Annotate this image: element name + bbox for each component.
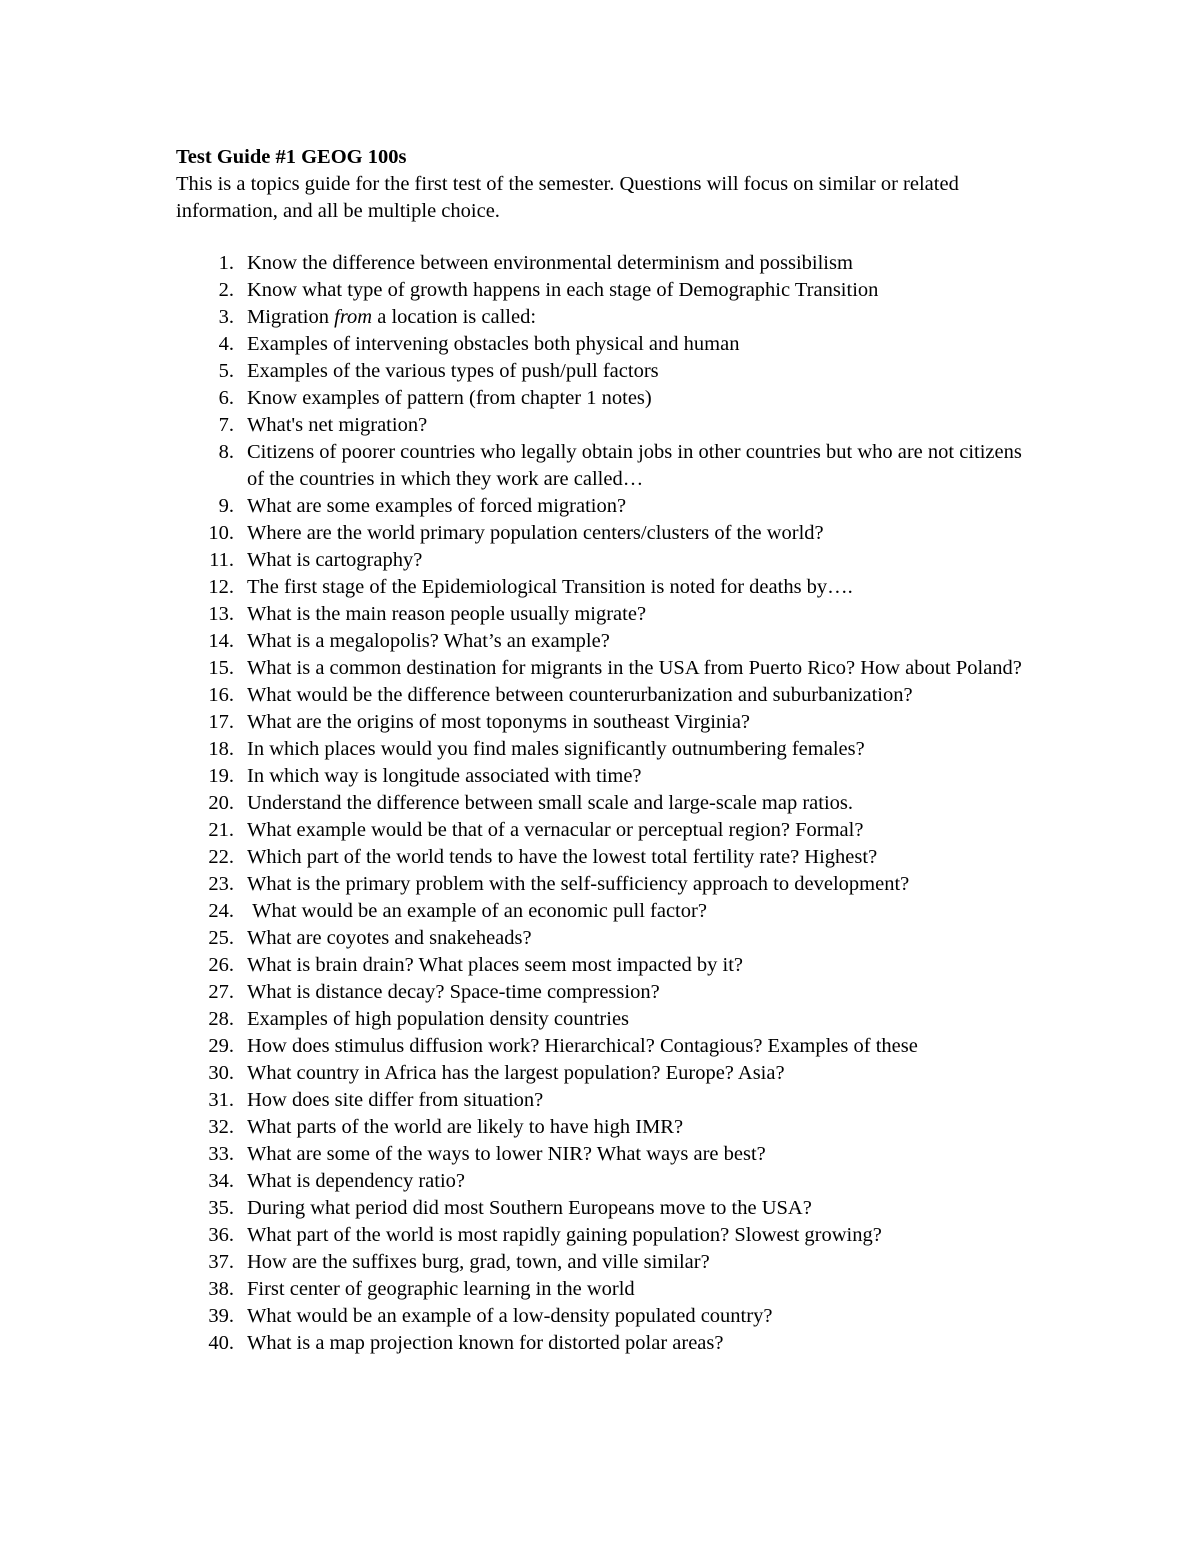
- question-item: [176, 547, 1036, 574]
- question-item: [176, 277, 1036, 304]
- question-text: How does site differ from situation?: [247, 1089, 544, 1111]
- question-text: Examples of high population density countries: [247, 1008, 630, 1030]
- question-number: 16.: [208, 684, 234, 706]
- question-text: What country in Africa has the largest population? Europe? Asia?: [247, 1062, 785, 1084]
- question-number: 30.: [208, 1062, 234, 1084]
- question-text: Know examples of pattern (from chapter 1 notes): [247, 387, 652, 409]
- question-text: What are the origins of most toponyms in southeast Virginia?: [247, 711, 751, 733]
- question-text: What would be an example of an economic pull factor?: [247, 900, 707, 922]
- question-item: [176, 1222, 1036, 1249]
- question-text: What is distance decay? Space-time compression?: [247, 981, 660, 1003]
- question-item: [176, 1330, 1036, 1357]
- question-text: How are the suffixes burg, grad, town, and ville similar?: [247, 1251, 710, 1273]
- question-item: [176, 304, 1036, 331]
- question-number: 9.: [218, 495, 234, 517]
- question-text: What are coyotes and snakeheads?: [247, 927, 532, 949]
- question-number: 3.: [218, 306, 234, 328]
- question-number: 4.: [218, 333, 234, 355]
- question-text: Where are the world primary population centers/clusters of the world?: [247, 522, 824, 544]
- question-text: What's net migration?: [247, 414, 428, 436]
- question-item: [176, 574, 1036, 601]
- question-number: 23.: [208, 873, 234, 895]
- question-text: Examples of intervening obstacles both physical and human: [247, 333, 740, 355]
- question-number: 25.: [208, 927, 234, 949]
- question-text: What parts of the world are likely to have high IMR?: [247, 1116, 684, 1138]
- question-item: [176, 439, 1036, 493]
- question-item: [176, 763, 1036, 790]
- question-text: Examples of the various types of push/pull factors: [247, 360, 659, 382]
- question-item: [176, 412, 1036, 439]
- question-number: 7.: [218, 414, 234, 436]
- question-number: 34.: [208, 1170, 234, 1192]
- question-item: [176, 601, 1036, 628]
- question-number: 1.: [218, 252, 234, 274]
- question-text: What is a common destination for migrants in the USA from Puerto Rico? How about Poland?: [247, 657, 1022, 679]
- question-number: 18.: [208, 738, 234, 760]
- question-number: 5.: [218, 360, 234, 382]
- question-item: [176, 736, 1036, 763]
- question-text: Understand the difference between small scale and large-scale map ratios.: [247, 792, 854, 814]
- question-text: Know the difference between environmental determinism and possibilism: [247, 252, 853, 274]
- question-text: What is the main reason people usually migrate?: [247, 603, 647, 625]
- question-number: 40.: [208, 1332, 234, 1354]
- question-item: [176, 250, 1036, 277]
- question-item: [176, 709, 1036, 736]
- question-text: The first stage of the Epidemiological Transition is noted for deaths by….: [247, 576, 853, 598]
- question-item: [176, 1006, 1036, 1033]
- question-text: Which part of the world tends to have the lowest total fertility rate? Highest?: [247, 846, 878, 868]
- question-number: 15.: [208, 657, 234, 679]
- question-number: 12.: [208, 576, 234, 598]
- question-text: What is the primary problem with the self-sufficiency approach to development?: [247, 873, 910, 895]
- question-number: 37.: [208, 1251, 234, 1273]
- document-title: Test Guide #1 GEOG 100s: [176, 146, 407, 168]
- question-item: [176, 979, 1036, 1006]
- question-item: [176, 1276, 1036, 1303]
- question-text: During what period did most Southern Europeans move to the USA?: [247, 1197, 812, 1219]
- document-header: [176, 144, 1036, 225]
- question-item: [176, 493, 1036, 520]
- question-text: What are some examples of forced migration?: [247, 495, 627, 517]
- question-text: First center of geographic learning in the world: [247, 1278, 635, 1300]
- question-item: [176, 358, 1036, 385]
- question-number: 6.: [218, 387, 234, 409]
- question-number: 38.: [208, 1278, 234, 1300]
- question-text: [247, 304, 1036, 331]
- question-item: [176, 1060, 1036, 1087]
- question-item: [176, 385, 1036, 412]
- question-text: What would be the difference between counterurbanization and suburbanization?: [247, 684, 913, 706]
- question-number: 32.: [208, 1116, 234, 1138]
- question-item: [176, 1303, 1036, 1330]
- question-text: What would be an example of a low-density populated country?: [247, 1305, 773, 1327]
- question-text: Know what type of growth happens in each stage of Demographic Transition: [247, 279, 879, 301]
- question-text: What are some of the ways to lower NIR? What ways are best?: [247, 1143, 766, 1165]
- question-text-part: Migration: [247, 306, 335, 328]
- question-number: 17.: [208, 711, 234, 733]
- question-item: [176, 925, 1036, 952]
- question-number: 19.: [208, 765, 234, 787]
- question-item: [176, 520, 1036, 547]
- question-number: 11.: [209, 549, 234, 571]
- question-text: What is a megalopolis? What’s an example?: [247, 630, 610, 652]
- question-item: [176, 1033, 1036, 1060]
- document-intro: This is a topics guide for the first test of the semester. Questions will focus on similar or related information, and all be multiple choice.: [176, 173, 959, 222]
- question-number: 2.: [218, 279, 234, 301]
- question-item: [176, 817, 1036, 844]
- question-number: 29.: [208, 1035, 234, 1057]
- question-number: 39.: [208, 1305, 234, 1327]
- question-text: What is dependency ratio?: [247, 1170, 466, 1192]
- question-text: How does stimulus diffusion work? Hierarchical? Contagious? Examples of these: [247, 1035, 918, 1057]
- question-number: 8.: [218, 441, 234, 463]
- question-number: 35.: [208, 1197, 234, 1219]
- question-item: [176, 1168, 1036, 1195]
- question-item: [176, 1087, 1036, 1114]
- question-number: 33.: [208, 1143, 234, 1165]
- question-item: [176, 331, 1036, 358]
- question-number: 27.: [208, 981, 234, 1003]
- question-item: [176, 655, 1036, 682]
- question-item: [176, 871, 1036, 898]
- question-text: What is cartography?: [247, 549, 423, 571]
- question-text: In which places would you find males significantly outnumbering females?: [247, 738, 865, 760]
- question-number: 36.: [208, 1224, 234, 1246]
- question-text: What part of the world is most rapidly gaining population? Slowest growing?: [247, 1224, 882, 1246]
- question-item: [176, 1114, 1036, 1141]
- question-item: [176, 952, 1036, 979]
- question-item: [176, 898, 1036, 925]
- question-text: What is a map projection known for distorted polar areas?: [247, 1332, 724, 1354]
- question-item: [176, 790, 1036, 817]
- question-number: 10.: [208, 522, 234, 544]
- question-text: What example would be that of a vernacular or perceptual region? Formal?: [247, 819, 864, 841]
- question-number: 28.: [208, 1008, 234, 1030]
- question-number: 26.: [208, 954, 234, 976]
- question-number: 21.: [208, 819, 234, 841]
- question-text: What is brain drain? What places seem most impacted by it?: [247, 954, 744, 976]
- question-text: In which way is longitude associated with time?: [247, 765, 642, 787]
- question-number: 20.: [208, 792, 234, 814]
- question-item: [176, 844, 1036, 871]
- question-item: [176, 1195, 1036, 1222]
- question-list: [176, 250, 1036, 1357]
- question-item: [176, 1141, 1036, 1168]
- question-number: 24.: [208, 900, 234, 922]
- question-item: [176, 628, 1036, 655]
- question-item: [176, 682, 1036, 709]
- question-number: 31.: [208, 1089, 234, 1111]
- question-number: 14.: [208, 630, 234, 652]
- question-number: 13.: [208, 603, 234, 625]
- question-number: 22.: [208, 846, 234, 868]
- question-text-part: a location is called:: [372, 306, 537, 328]
- question-emphasis: from: [334, 306, 373, 328]
- question-item: [176, 1249, 1036, 1276]
- question-text: Citizens of poorer countries who legally obtain jobs in other countries but who are not citizens of the countries in which they work are called…: [247, 441, 1027, 490]
